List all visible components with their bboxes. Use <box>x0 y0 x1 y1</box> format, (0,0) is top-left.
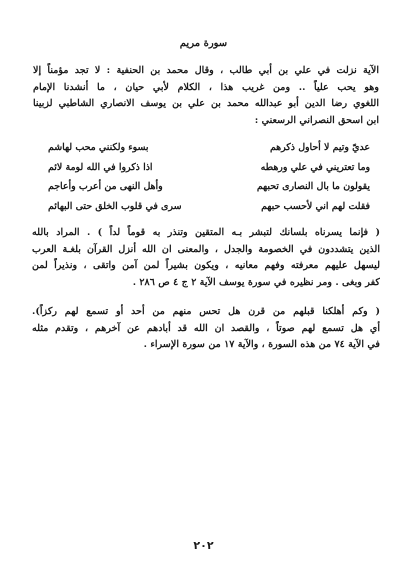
paragraph-line: في الآية ٧٤ من هذه السورة ، والآية ١٧ من سورة الإسراء . <box>143 339 380 350</box>
poem-verse <box>48 158 370 178</box>
poem-verse <box>48 197 370 217</box>
paragraph-line: الذين يتشددون في الخصومة والجدل ، والمعنى ان الله أنزل القرآن بلغـة العرب <box>32 243 380 255</box>
poem-verse <box>48 138 370 158</box>
verse-first-hemistich: عديّ وتيم لا أحاول ذكرهم <box>269 142 370 153</box>
paragraph-line: كفر وبغى . ومر نظيره في سورة يوسف الآية ٢ ج ٤ ص ٢٨٦ . <box>132 276 380 288</box>
paragraph-line: ابن اسحق النصراني الرسعني : <box>254 114 379 126</box>
verse-second-hemistich: اذا ذكروا في الله لومة لائم <box>48 161 153 173</box>
paragraph-line: وهو يحب علياً .. ومن غريب هذا ، الكلام لأبي حيان ، ما أنشدنا الإمام <box>33 81 379 93</box>
verse-second-hemistich: بسوء ولكنني محب لهاشم <box>48 142 149 153</box>
commentary-paragraph-2 <box>32 225 380 291</box>
poem-verses <box>48 138 370 216</box>
page-number: ٢٠٢ <box>193 539 214 552</box>
verse-first-hemistich: وما تعتريني في علي ورهطه <box>260 161 370 173</box>
paragraph-line: ( وكم أهلكنا قبلهم من قرن هل تحس منهم من أحد أو تسمع لهم ركزاً). <box>32 306 380 317</box>
paragraph-line: أي هل تسمع لهم صوتاً ، والقصد ان الله قد أبادهم عن آخرهم ، وتقدم مثله <box>32 322 380 334</box>
paragraph-line: الآية نزلت في علي بن أبي طالب ، وقال محمد بن الحنفية : لا تجد مؤمناً إلا <box>33 65 379 76</box>
paragraph-line: اللغوي رضا الدين أبو عبدالله محمد بن علي بن يوسف الانصاري الشاطبي لزبينا <box>33 98 379 109</box>
commentary-paragraph-3 <box>32 304 380 354</box>
paragraph-line: ليسهل عليهم معرفته وفهم معانيه ، ويكون بشيراً لمن آمن واتقى ، ونذيراً لمن <box>32 260 380 271</box>
commentary-paragraph-1 <box>33 63 379 129</box>
verse-first-hemistich: يقولون ما بال النصارى تحبهم <box>256 181 370 192</box>
poem-verse <box>48 177 370 197</box>
page-header-surah-title: سورة مريم <box>179 38 228 49</box>
verse-second-hemistich: سرى في قلوب الخلق حتى البهائم <box>48 200 182 212</box>
verse-second-hemistich: وأهل النهى من أعرب وأعاجم <box>48 181 163 192</box>
paragraph-line: ( فإنما يسرناه بلسانك لتبشر بـه المتقين وتنذر به قوماً لداً ) . المراد بالله <box>32 227 380 238</box>
verse-first-hemistich: فقلت لهم اني لأحسب حبهم <box>261 200 370 212</box>
